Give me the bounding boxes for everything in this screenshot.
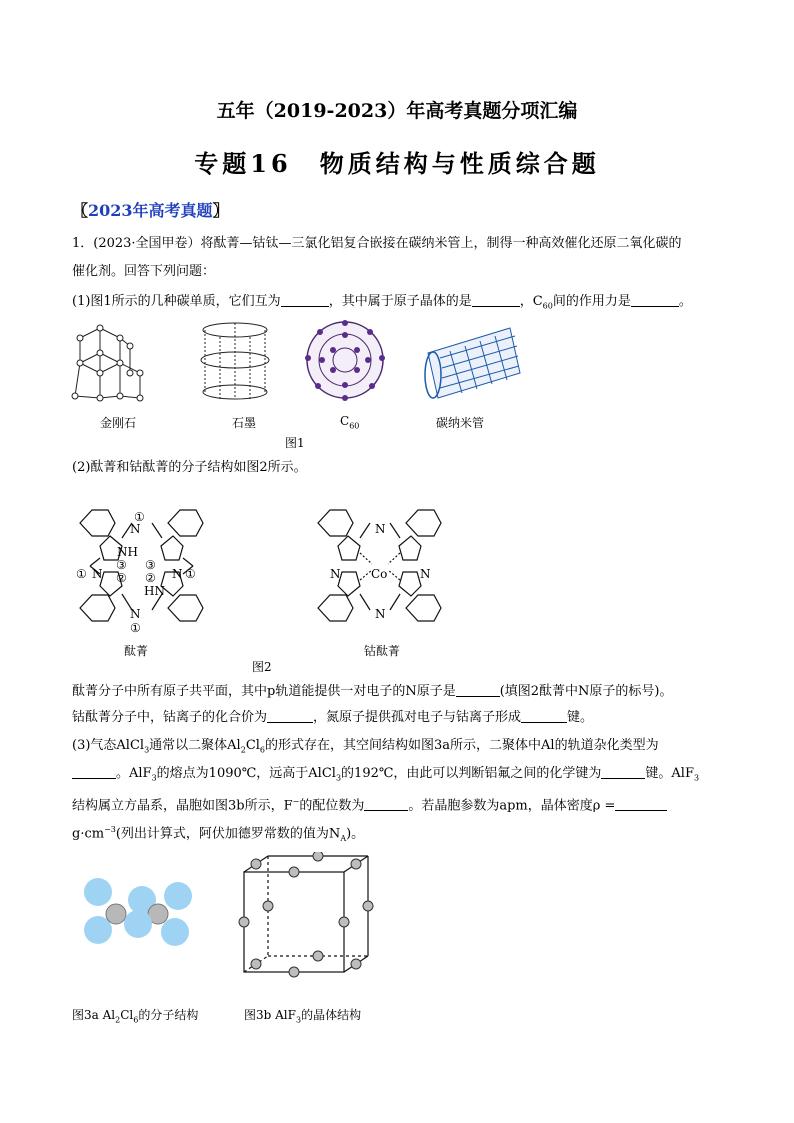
q1-stem-line1: 1．(2023·全国甲卷）将酞菁—钴钛—三氯化铝复合嵌接在碳纳米管上，制得一种高效催化还原二氧化碳的	[72, 236, 682, 251]
fig1-caption: 图1	[285, 436, 305, 450]
al2cl6-molecule	[84, 878, 192, 946]
figure3b-alf3-cell	[238, 852, 378, 982]
graphite-structure	[201, 323, 269, 399]
fig2-mark-3-right: ③	[145, 558, 156, 572]
fig2-co-atom-co: Co	[371, 567, 388, 581]
q1-part1: (1)图1所示的几种碳单质，它们互为 ，其中属于原子晶体的是 ，$C_{60}$间的作用力是 。	[72, 294, 692, 311]
fig1-label-graphite: 石墨	[232, 416, 257, 430]
answer-blank[interactable]	[601, 764, 645, 779]
alf3-unit-cell	[244, 856, 368, 972]
figure1-carbon-allotropes	[70, 318, 530, 418]
q1-part2-intro: (2)酞菁和钴酞菁的分子结构如图2所示。	[72, 460, 307, 475]
fig2-atom-hn: HN	[144, 584, 165, 598]
fig2-atom-n-right: N	[172, 567, 183, 581]
fig2-co-atom-n-bottom: N	[375, 607, 386, 621]
q1-part2-question-b: 钴酞菁分子中，钴离子的化合价为 ，氮原子提供孤对电子与钴离子形成 键。	[72, 710, 594, 725]
fig2-atom-nh: NH	[117, 545, 138, 559]
answer-blank[interactable]	[472, 292, 520, 307]
fig1-label-diamond: 金刚石	[100, 416, 137, 430]
answer-blank[interactable]	[631, 292, 679, 307]
answer-blank[interactable]	[615, 796, 667, 811]
fig2-atom-n-bottom: N	[130, 607, 141, 621]
fig2-mark-1-left: ①	[76, 567, 87, 581]
page-subtitle: 专题16 物质结构与性质综合题	[194, 149, 600, 178]
answer-blank[interactable]	[364, 796, 408, 811]
fig2-co-atom-n-right: N	[420, 567, 431, 581]
section-bracket-open: 〖	[72, 201, 89, 220]
fig2-mark-2-left: ②	[116, 571, 127, 585]
fig2-label-phthalocyanine: 酞菁	[124, 644, 149, 658]
fig2-co-atom-n-left: N	[330, 567, 341, 581]
section-year: 2023年高考真题	[88, 201, 213, 220]
answer-blank[interactable]	[267, 708, 313, 723]
q1-part2-question-a: 酞菁分子中所有原子共平面，其中p轨道能提供一对电子的N原子是 (填图2酞菁中N原子的标号)。	[72, 684, 673, 699]
answer-blank[interactable]	[521, 708, 567, 723]
fig2-label-cobalt-phthalocyanine: 钴酞菁	[364, 644, 401, 658]
fig2-atom-n-top: N	[130, 522, 141, 536]
fig2-mark-3-left: ③	[116, 558, 127, 572]
fig3a-caption: 图3a $Al_2Cl_6$的分子结构	[72, 1008, 199, 1025]
c60-structure	[305, 320, 385, 401]
q1-part3-line3: 结构属立方晶系，晶胞如图3b所示，F−的配位数为 。若晶胞参数为apm，晶体密度ρ =	[72, 792, 667, 816]
answer-blank[interactable]	[72, 764, 116, 779]
figure3a-al2cl6	[80, 878, 200, 958]
section-bracket-close: 〗	[212, 201, 229, 220]
fig2-mark-1-top: ①	[134, 510, 145, 524]
answer-blank[interactable]	[281, 292, 329, 307]
answer-blank[interactable]	[456, 682, 500, 697]
section-heading	[72, 198, 229, 221]
fig1-label-c60: $C_{60}$	[340, 414, 360, 431]
fig1-label-nanotube: 碳纳米管	[436, 416, 485, 430]
q1-part3-line2: 。AlF$_3$的熔点为1090℃，远高于AlCl$_3$的192℃，由此可以判断铝氟之间的化学键为 键。AlF$_3$	[72, 764, 699, 789]
fig3b-caption: 图3b AlF$_3$的晶体结构	[244, 1008, 362, 1025]
q1-stem-line2: 催化剂。回答下列问题：	[72, 264, 216, 279]
page-title: 五年（2019-2023）年高考真题分项汇编	[216, 100, 578, 122]
fig2-mark-2-right: ②	[145, 571, 156, 585]
nanotube-structure	[425, 328, 520, 398]
phthalocyanine-structure	[80, 510, 203, 621]
q1-part3-line1: (3)气态AlCl$_3$通常以二聚体$Al_2Cl_6$的形式存在，其空间结构如图3a所示，二聚体中Al的轨道杂化类型为	[72, 738, 659, 755]
fig2-caption: 图2	[252, 660, 272, 674]
fig2-mark-1-bottom: ①	[130, 621, 141, 635]
fig2-co-atom-n-top: N	[375, 522, 386, 536]
fig2-mark-1-right: ①	[185, 567, 196, 581]
fig2-atom-n-left: N	[92, 567, 103, 581]
diamond-structure	[72, 325, 143, 401]
q1-part3-line4: $g\cdot cm^{-3}$(列出计算式，阿伏加德罗常数的值为$N_A$)。	[72, 825, 365, 843]
